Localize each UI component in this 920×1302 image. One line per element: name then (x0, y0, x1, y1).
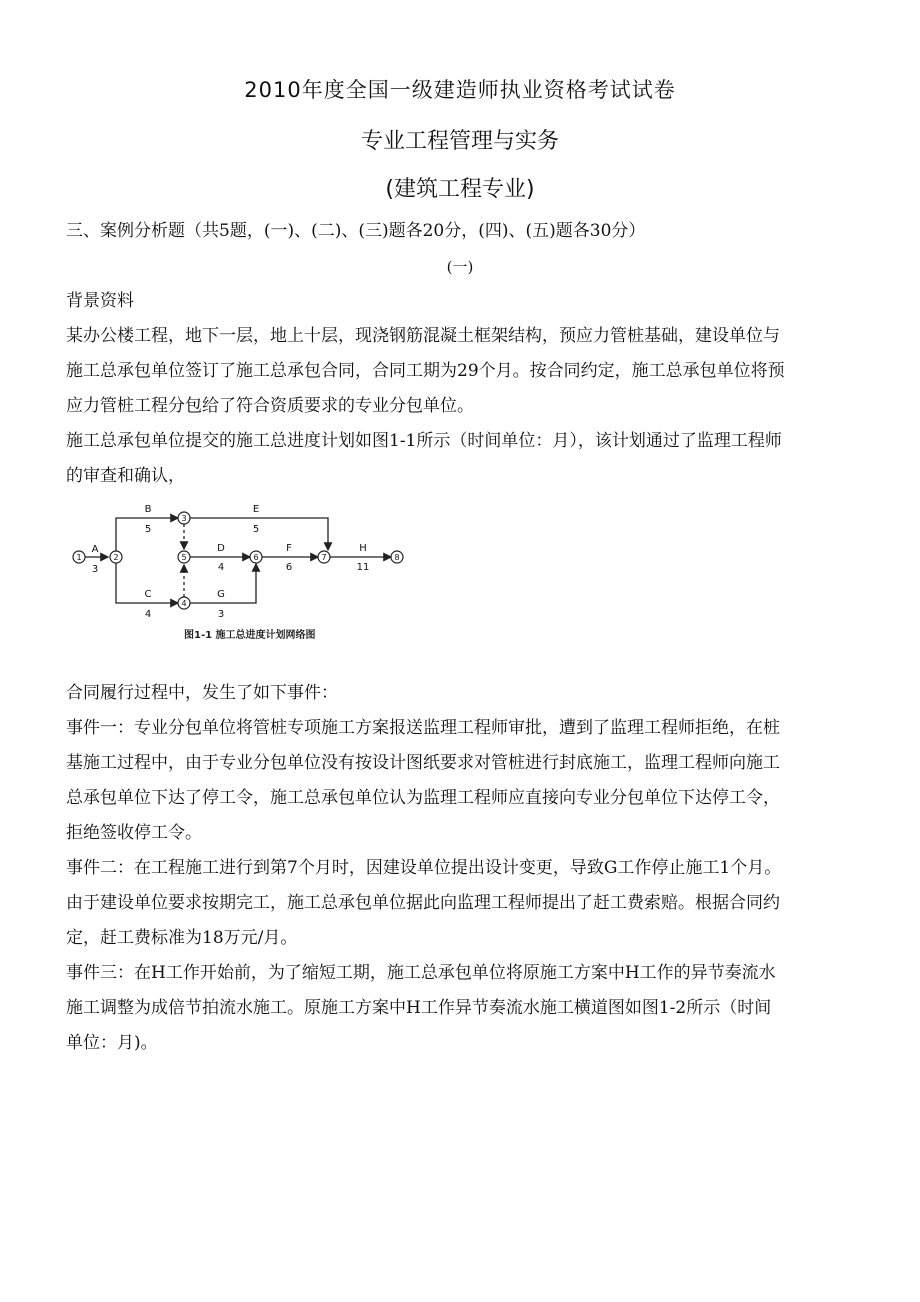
paragraph-line: 背景资料 (66, 291, 134, 311)
activity-duration: 6 (285, 562, 293, 573)
case-number: (一) (446, 258, 474, 276)
node-label: 6 (253, 553, 259, 562)
activity-name: B (144, 504, 152, 515)
activity-name: C (144, 589, 152, 600)
activity-duration: 5 (144, 524, 152, 535)
paragraph-line: 事件二：在工程施工进行到第7个月时，因建设单位提出设计变更，导致G工作停止施工1个月。 (66, 858, 782, 878)
paragraph-line: 由于建设单位要求按期完工，施工总承包单位据此向监理工程师提出了赶工费索赔。根据合同约 (66, 893, 780, 913)
paragraph-line: 总承包单位下达了停工令，施工总承包单位认为监理工程师应直接向专业分包单位下达停工令， (66, 788, 780, 808)
paragraph-line: 单位：月)。 (66, 1033, 158, 1053)
exam-specialty: (建筑工程专业) (385, 177, 535, 202)
activity-name: G (217, 589, 225, 600)
case-background (66, 284, 866, 494)
paragraph-line: 合同履行过程中，发生了如下事件： (66, 683, 338, 703)
activity-duration: 11 (356, 562, 370, 573)
figure-caption: 图1-1 施工总进度计划网络图 (184, 630, 316, 641)
activity-name: E (252, 504, 260, 515)
paragraph-line: 定，赶工费标准为18万元/月。 (66, 928, 298, 948)
activity-name: H (359, 543, 367, 554)
case-events (66, 676, 866, 1061)
node-label: 5 (181, 553, 187, 562)
exam-title: 2010年度全国一级建造师执业资格考试试卷 (244, 78, 676, 102)
activity-duration: 3 (91, 564, 99, 575)
activity-duration: 4 (217, 562, 225, 573)
node-label: 8 (394, 553, 400, 562)
paragraph-line: 拒绝签收停工令。 (66, 823, 202, 843)
paragraph-line: 某办公楼工程，地下一层，地上十层，现浇钢筋混凝土框架结构，预应力管桩基础，建设单位与 (66, 326, 780, 346)
paragraph-line: 事件一：专业分包单位将管桩专项施工方案报送监理工程师审批，遭到了监理工程师拒绝，在桩 (66, 718, 780, 738)
paragraph-line: 施工总承包单位提交的施工总进度计划如图1-1所示（时间单位：月），该计划通过了监理工程师 (66, 431, 782, 451)
node-label: 4 (181, 599, 187, 608)
paragraph-line: 事件三：在H工作开始前，为了缩短工期，施工总承包单位将原施工方案中H工作的异节奏流水 (66, 963, 776, 983)
node-label: 3 (181, 514, 187, 523)
paragraph-line: 施工总承包单位签订了施工总承包合同，合同工期为29个月。按合同约定，施工总承包单位将预 (66, 361, 785, 381)
node-label: 2 (113, 553, 119, 562)
paragraph-line: 施工调整为成倍节拍流水施工。原施工方案中H工作异节奏流水施工横道图如图1-2所示（时间 (66, 998, 772, 1018)
activity-duration: 5 (252, 524, 260, 535)
exam-subject: 专业工程管理与实务 (360, 129, 559, 154)
paragraph-line: 基施工过程中，由于专业分包单位没有按设计图纸要求对管桩进行封底施工，监理工程师向施工 (66, 753, 780, 773)
section-heading: 三、案例分析题（共5题，(一)、(二)、(三)题各20分，(四)、(五)题各30分） (66, 221, 646, 241)
activity-name: D (217, 543, 225, 554)
paragraph-line: 应力管桩工程分包给了符合资质要求的专业分包单位。 (66, 396, 474, 416)
activity-name: F (286, 543, 292, 554)
activity-duration: 3 (217, 609, 225, 620)
activity-name: A (91, 544, 99, 555)
node-label: 7 (321, 553, 327, 562)
paragraph-line: 的审查和确认， (66, 466, 185, 486)
node-label: 1 (76, 553, 82, 562)
network-diagram (66, 500, 416, 645)
activity-duration: 4 (144, 609, 152, 620)
